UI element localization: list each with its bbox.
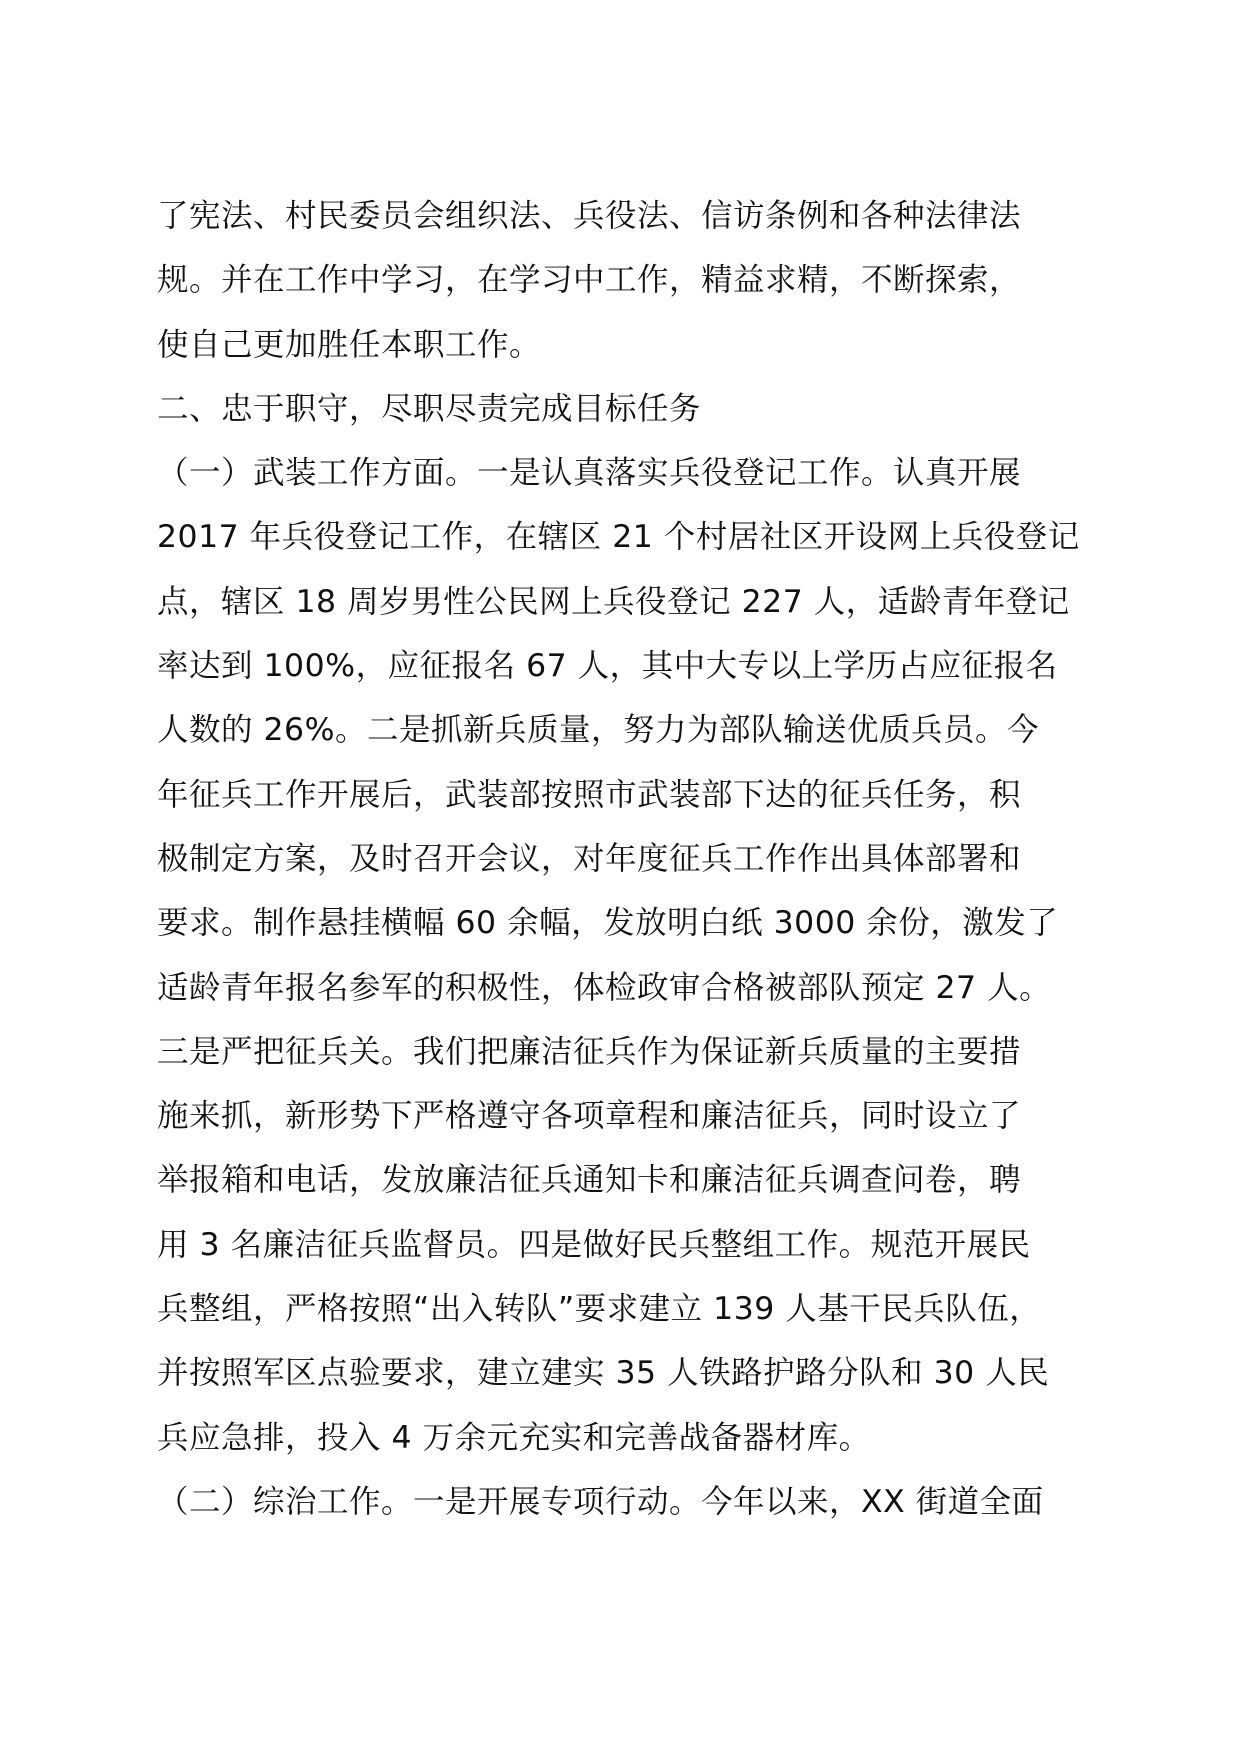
text-line: 兵整组，严格按照“出入转队”要求建立 139 人基干民兵队伍，: [157, 1291, 1042, 1328]
text-line: 了宪法、村民委员会组织法、兵役法、信访条例和各种法律法: [157, 198, 1022, 234]
text-line: 率达到 100%，应征报名 67 人，其中大专以上学历占应征报名: [157, 648, 1058, 685]
text-line: 年征兵工作开展后，武装部按照市武装部下达的征兵任务，积: [157, 776, 1022, 813]
paragraph-comprehensive-governance: [157, 1470, 1087, 1534]
text-line: 并按照军区点验要求，建立建实 35 人铁路护路分队和 30 人民: [157, 1355, 1050, 1392]
text-line: 三是严把征兵关。我们把廉洁征兵作为保证新兵质量的主要措: [157, 1033, 1022, 1070]
text-line: （一）武装工作方面。一是认真落实兵役登记工作。认真开展: [157, 455, 1022, 492]
text-line: 要求。制作悬挂横幅 60 余幅，发放明白纸 3000 余份，激发了: [157, 905, 1059, 942]
text-line: 规。并在工作中学习，在学习中工作，精益求精，不断探索，: [157, 262, 1022, 299]
document-body: [157, 184, 1087, 1534]
text-line: 人数的 26%。二是抓新兵质量，努力为部队输送优质兵员。今: [157, 712, 1040, 749]
text-line: 极制定方案，及时召开会议，对年度征兵工作作出具体部署和: [157, 840, 1022, 877]
text-line: 2017 年兵役登记工作，在辖区 21 个村居社区开设网上兵役登记: [157, 519, 1080, 556]
text-line: 举报箱和电话，发放廉洁征兵通知卡和廉洁征兵调查问卷，聘: [157, 1162, 1022, 1199]
paragraph-military-work: [157, 441, 1087, 1470]
paragraph-continued: [157, 184, 1087, 377]
text-line: 适龄青年报名参军的积极性，体检政审合格被部队预定 27 人。: [157, 969, 1052, 1006]
text-line: （二）综治工作。一是开展专项行动。今年以来，XX 街道全面: [157, 1483, 1044, 1520]
section-heading: [157, 377, 1087, 441]
text-line: 使自己更加胜任本职工作。: [157, 326, 542, 363]
section-heading-text: 二、忠于职守，尽职尽责完成目标任务: [157, 390, 702, 427]
text-line: 点，辖区 18 周岁男性公民网上兵役登记 227 人，适龄青年登记: [157, 583, 1070, 620]
text-line: 兵应急排，投入 4 万余元充实和完善战备器材库。: [157, 1419, 871, 1456]
text-line: 施来抓，新形势下严格遵守各项章程和廉洁征兵，同时设立了: [157, 1098, 1022, 1135]
text-line: 用 3 名廉洁征兵监督员。四是做好民兵整组工作。规范开展民: [157, 1226, 1031, 1263]
